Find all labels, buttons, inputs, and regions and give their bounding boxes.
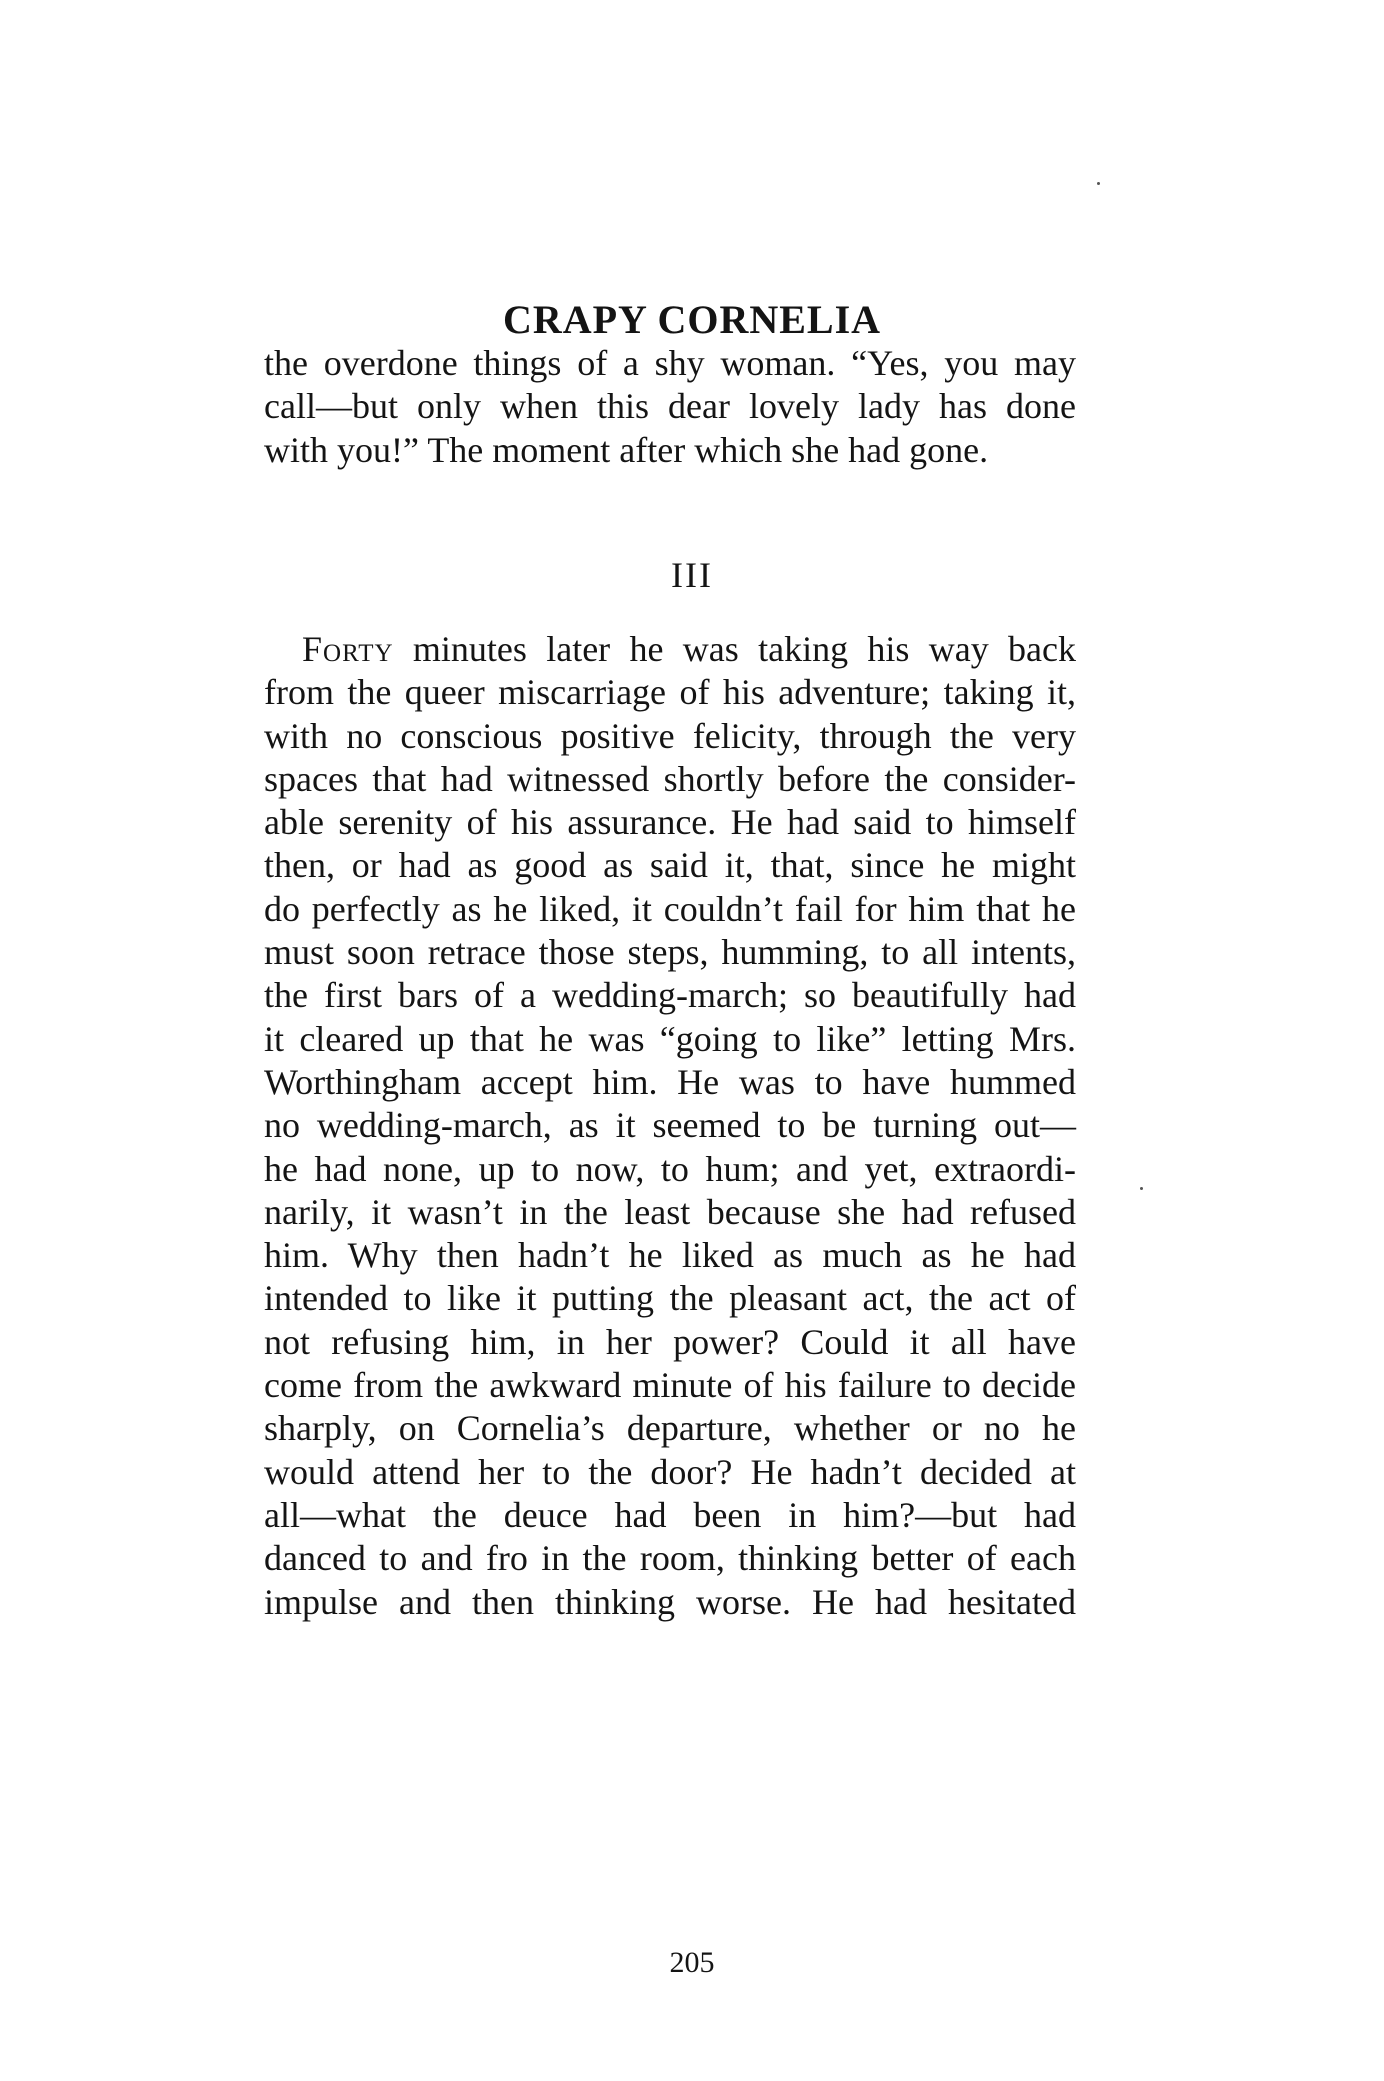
text-line: he had none, up to now, to hum; and yet, extraordi-	[264, 1148, 1076, 1189]
first-line-rest: minutes later he was taking his way back	[393, 629, 1076, 669]
paragraph-top	[264, 342, 1076, 472]
ink-speck	[1140, 1187, 1143, 1190]
text-line: intended to like it putting the pleasant act, the act of	[264, 1278, 1076, 1319]
text-line: sharply, on Cornelia’s departure, whether or no he	[264, 1408, 1076, 1449]
text-line: no wedding-march, as it seemed to be turning out—	[264, 1105, 1076, 1146]
text-line: do perfectly as he liked, it couldn’t fail for him that he	[264, 888, 1076, 929]
text-line: with you!” The moment after which she had gone.	[264, 429, 989, 470]
text-line: it cleared up that he was “going to like” letting Mrs.	[264, 1018, 1076, 1059]
page-number: 205	[669, 1946, 715, 1979]
text-line: him. Why then hadn’t he liked as much as he had	[264, 1235, 1076, 1276]
text-line-first	[264, 628, 1076, 671]
text-line: the first bars of a wedding-march; so beautifully had	[264, 975, 1076, 1016]
ink-speck	[1097, 182, 1100, 185]
text-line: the overdone things of a shy woman. “Yes, you may	[264, 343, 1076, 383]
text-line: impulse and then thinking worse. He had hesitated	[264, 1581, 1076, 1622]
text-line: would attend her to the door? He hadn’t decided at	[264, 1451, 1076, 1492]
text-line: come from the awkward minute of his failure to decide	[264, 1365, 1076, 1406]
text-line: from the queer miscarriage of his adventure; taking it,	[264, 672, 1076, 713]
text-line: must soon retrace those steps, humming, to all intents,	[264, 932, 1076, 973]
text-line: spaces that had witnessed shortly before the consider-	[264, 758, 1076, 799]
text-line: all—what the deuce had been in him?—but had	[264, 1494, 1076, 1535]
section-number: III	[671, 555, 713, 595]
text-line: call—but only when this dear lovely lady has done	[264, 386, 1076, 427]
text-line: narily, it wasn’t in the least because she had refused	[264, 1191, 1076, 1232]
text-line: Worthingham accept him. He was to have hummed	[264, 1061, 1076, 1102]
text-line: danced to and fro in the room, thinking better of each	[264, 1538, 1076, 1579]
running-head: CRAPY CORNELIA	[502, 297, 882, 342]
text-line: with no conscious positive felicity, through the very	[264, 715, 1076, 756]
drop-word: Forty	[302, 629, 394, 669]
text-line: able serenity of his assurance. He had said to himself	[264, 802, 1076, 843]
paragraph-main	[264, 628, 1076, 1624]
text-line: not refusing him, in her power? Could it all have	[264, 1321, 1076, 1362]
text-line: then, or had as good as said it, that, since he might	[264, 845, 1076, 886]
